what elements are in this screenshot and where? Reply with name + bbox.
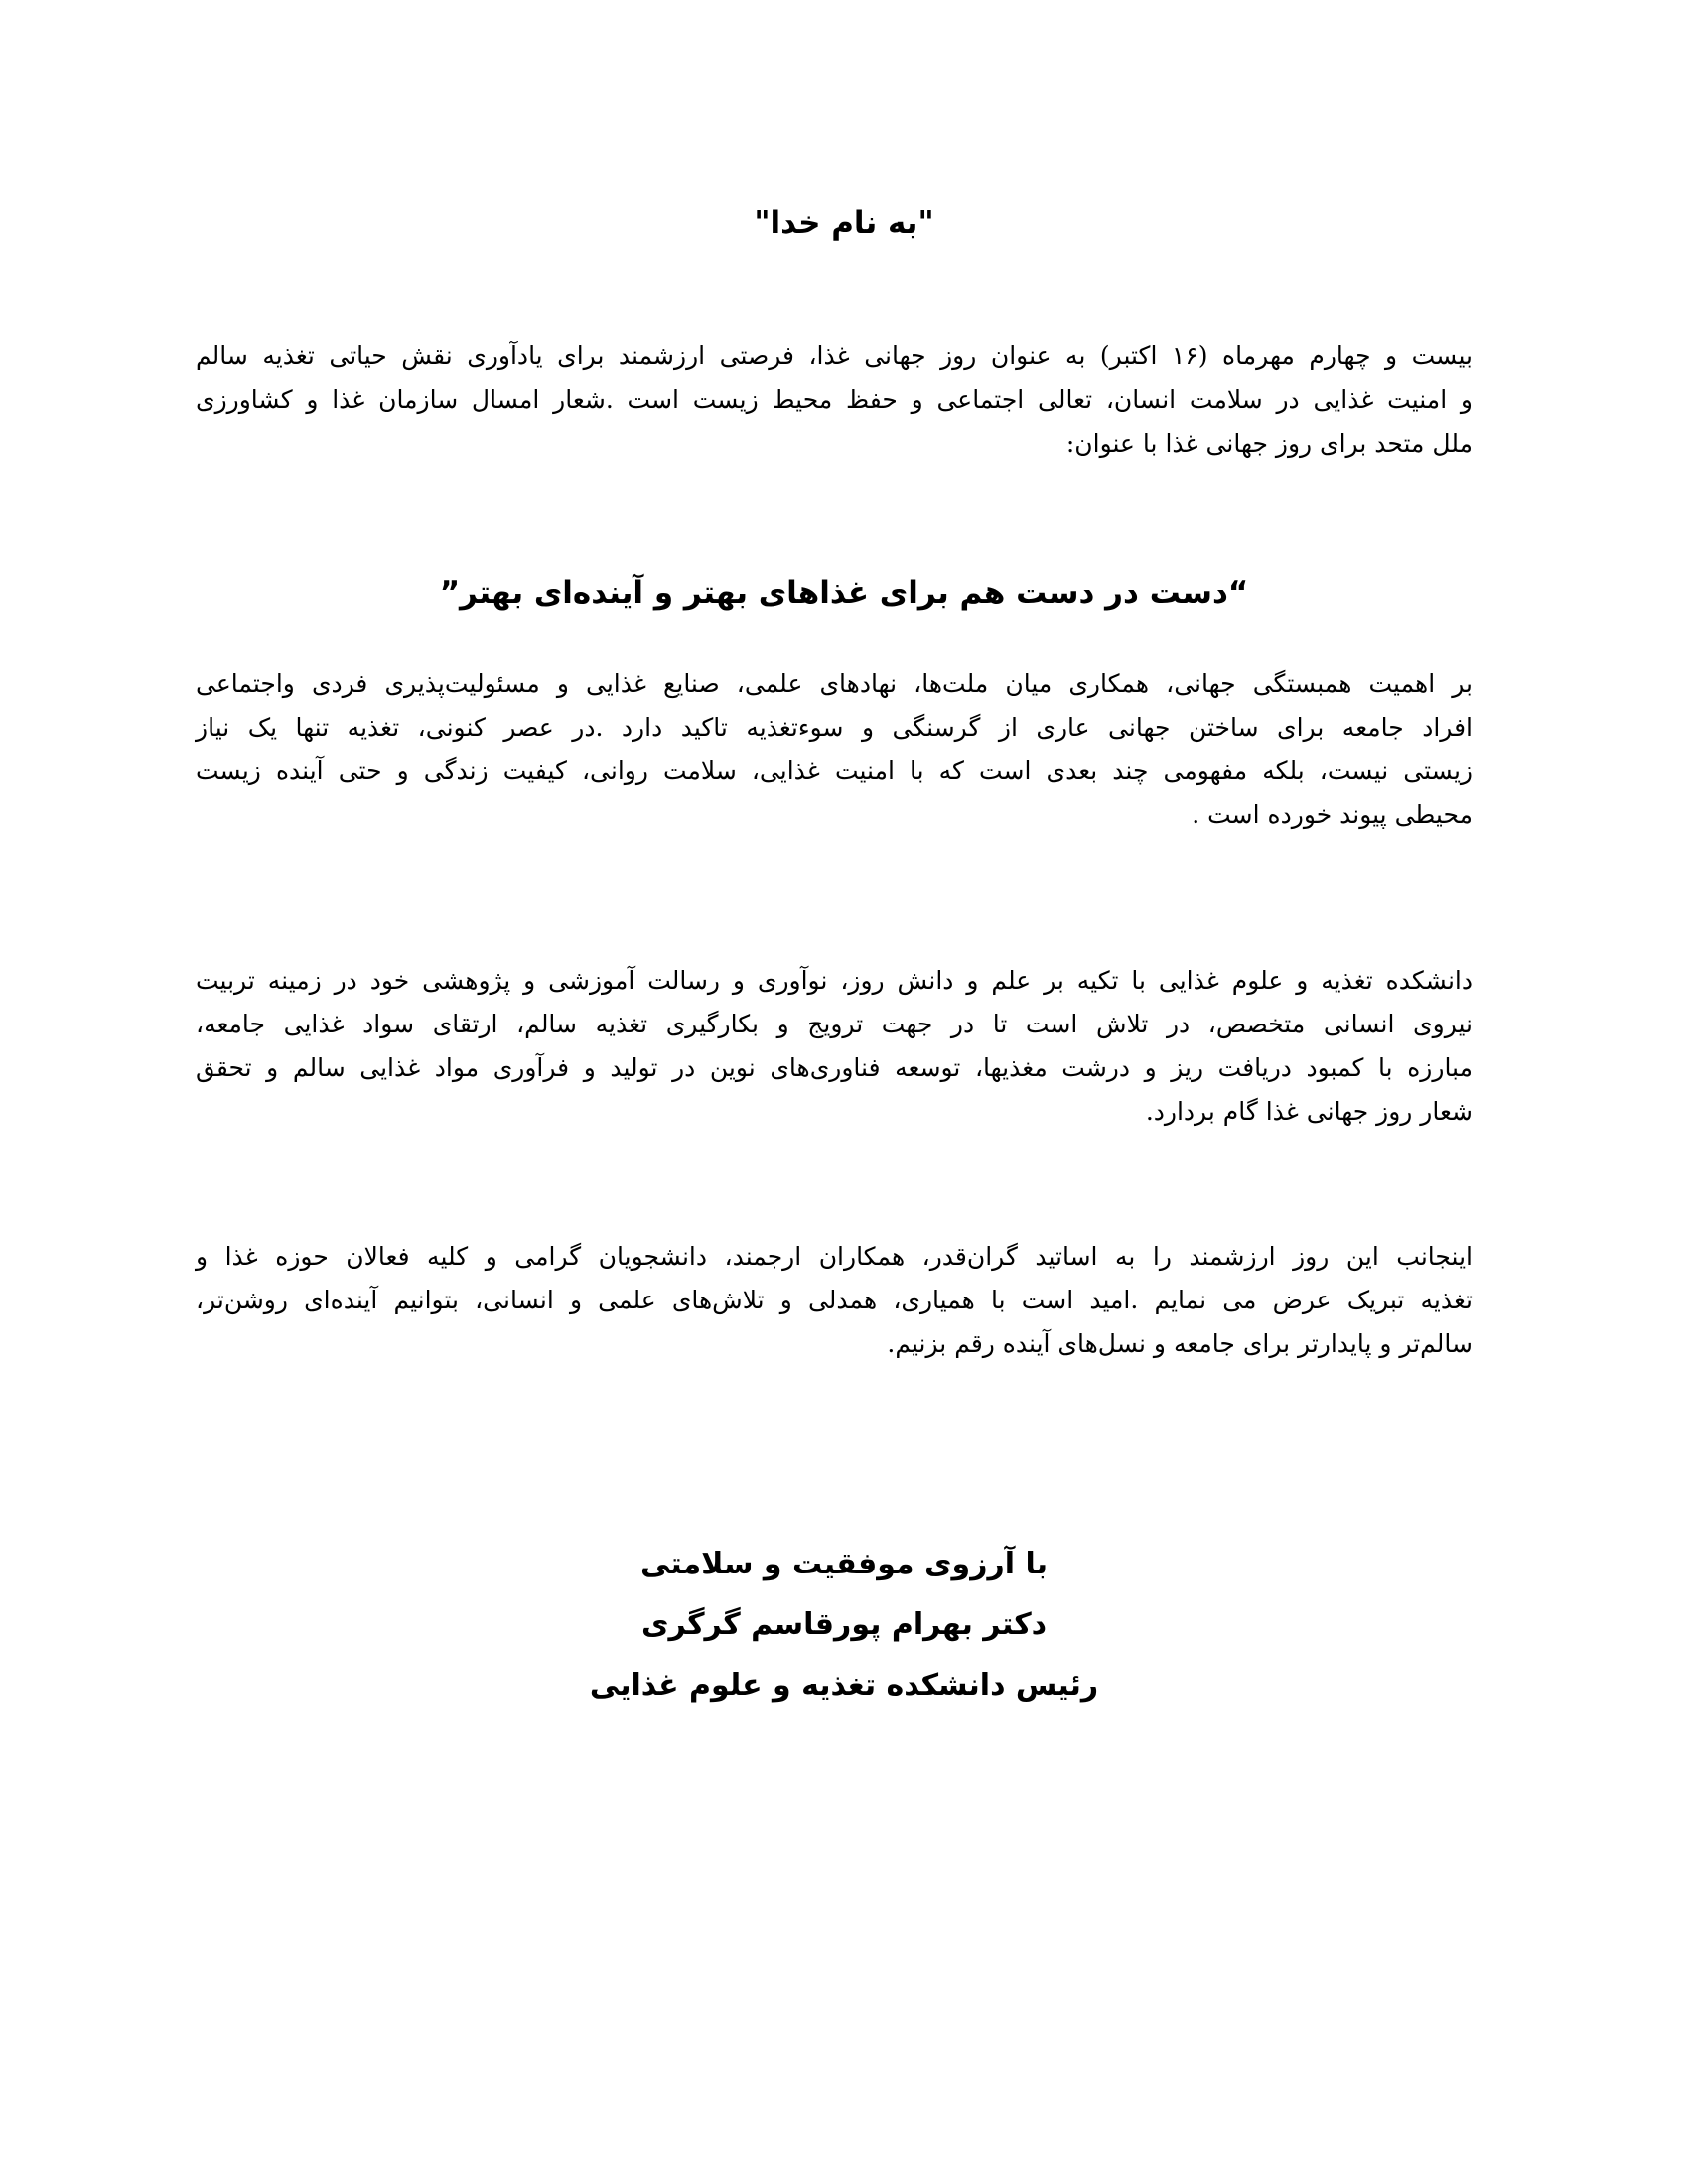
signature-name: دکتر بهرام پورقاسم گرگری <box>640 1607 1048 1642</box>
page-heading: "به نام خدا" <box>754 205 934 241</box>
paragraph-line: ملل متحد برای روز جهانی غذا با عنوان: <box>1065 429 1473 458</box>
signature-title: رئیس دانشکده تغذیه و علوم غذایی <box>589 1668 1099 1703</box>
signature-block <box>0 1534 1688 1715</box>
paragraph-line: و امنیت غذایی در سلامت انسان، تعالی اجتماعی و حفظ محیط زیست است .شعار امسال سازمان غذا و کشاورزی <box>196 385 1473 414</box>
paragraph-intro <box>196 335 1473 466</box>
paragraph-line: نیروی انسانی متخصص، در تلاش است تا در جهت ترویج و بکارگیری تغذیه سالم، ارتقای سواد غذایی جامعه، <box>196 1010 1473 1038</box>
paragraph-faculty <box>196 959 1473 1134</box>
slogan-heading: “دست در دست هم برای غذاهای بهتر و آینده‌ای بهتر” <box>439 575 1249 611</box>
paragraph-line: افراد جامعه برای ساختن جهانی عاری از گرسنگی و سوءتغذیه تاکید دارد .در عصر کنونی، تغذیه تنها یک نیاز <box>196 713 1473 742</box>
paragraph-line: اینجانب این روز ارزشمند را به اساتید گران‌قدر، همکاران ارجمند، دانشجویان گرامی و کلیه فعالان حوزه غذا و <box>196 1242 1473 1271</box>
paragraph-line: مبارزه با کمبود دریافت ریز و درشت مغذیها، توسعه فناوری‌های نوین در تولید و فرآوری مواد غذایی سالم و تحقق <box>196 1053 1473 1082</box>
paragraph-line: دانشکده تغذیه و علوم غذایی با تکیه بر علم و دانش روز، نوآوری و رسالت آموزشی و پژوهشی خود در زمینه تربیت <box>196 966 1473 995</box>
paragraph-solidarity <box>196 662 1473 837</box>
paragraph-line: شعار روز جهانی غذا گام بردارد. <box>1145 1097 1473 1126</box>
paragraph-congratulations <box>196 1235 1473 1366</box>
paragraph-line: زیستی نیست، بلکه مفهومی چند بعدی است که با امنیت غذایی، سلامت روانی، کیفیت زندگی و حتی آینده زیست <box>196 756 1473 785</box>
paragraph-line: سالم‌تر و پایدارتر برای جامعه و نسل‌های آینده رقم بزنیم. <box>887 1329 1473 1358</box>
signature-closing: با آرزوی موفقیت و سلامتی <box>640 1547 1048 1581</box>
paragraph-line: بر اهمیت همبستگی جهانی، همکاری میان ملت‌ها، نهادهای علمی، صنایع غذایی و مسئولیت‌پذیری فردی واجتماعی <box>196 669 1473 698</box>
paragraph-line: محیطی پیوند خورده است . <box>1192 800 1473 829</box>
paragraph-line: تغذیه تبریک عرض می نمایم .امید است با همیاری، همدلی و تلاش‌های علمی و انسانی، بتوانیم آینده‌ای روشن‌تر، <box>196 1286 1473 1314</box>
paragraph-line: بیست و چهارم مهرماه (۱۶ اکتبر) به عنوان روز جهانی غذا، فرصتی ارزشمند برای یادآوری نقش حیاتی تغذیه سالم <box>196 341 1473 370</box>
